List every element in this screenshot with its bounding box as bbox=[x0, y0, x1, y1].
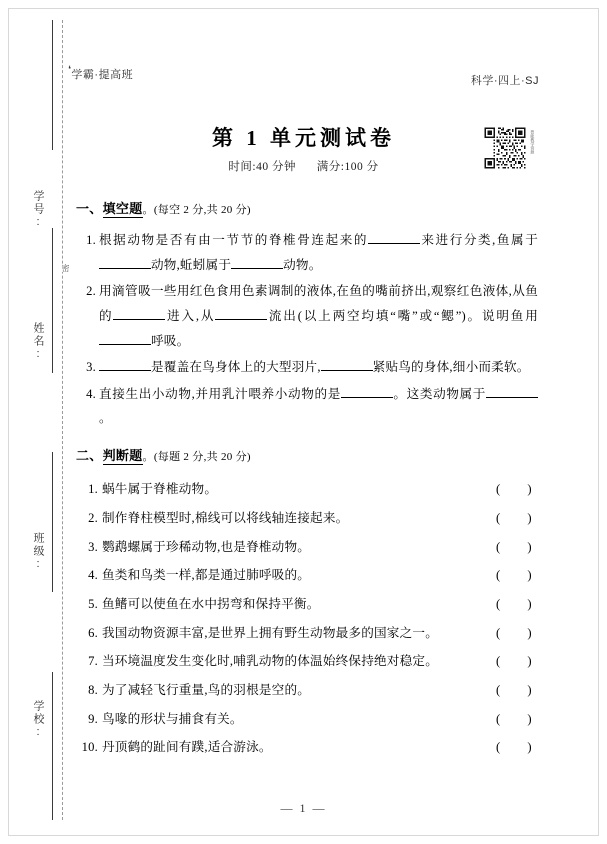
qr-code-side-label: 智能教学资源 bbox=[530, 130, 536, 154]
paper-meta bbox=[0, 158, 607, 174]
section-number: 一、 bbox=[76, 201, 103, 216]
question-item bbox=[76, 228, 538, 277]
section-score-note: 。(每题 2 分,共 20 分) bbox=[142, 450, 251, 463]
question-text: 丹顶鹤的趾间有蹼,适合游泳。 bbox=[102, 740, 272, 755]
question-number: 1. bbox=[86, 233, 96, 248]
question-number: 4. bbox=[86, 386, 96, 401]
question-body bbox=[99, 355, 538, 380]
question-text: 用滴管吸一些用红色食用色素调制的液体,在鱼的嘴前挤出,观察红色液体,从鱼的 bbox=[99, 284, 538, 324]
question-text: 来进行分类,鱼属于 bbox=[420, 233, 538, 248]
seal-solid-segment bbox=[52, 672, 53, 820]
answer-blank[interactable] bbox=[231, 268, 283, 269]
question-text: 。这类动物属于 bbox=[392, 386, 486, 401]
question-text: 紧贴鸟的身体,细小而柔软。 bbox=[372, 360, 530, 375]
section-name: 判断题 bbox=[102, 447, 143, 463]
exam-content bbox=[76, 200, 544, 762]
judgment-item bbox=[76, 619, 544, 648]
seal-label-student-id: 学号: bbox=[32, 190, 44, 230]
exam-duration: 时间:40 分钟 bbox=[228, 161, 296, 173]
judgment-item bbox=[76, 647, 544, 676]
exam-full-score: 满分:100 分 bbox=[316, 161, 379, 173]
answer-parentheses[interactable]: ( ) bbox=[496, 482, 544, 497]
answer-blank[interactable] bbox=[99, 344, 151, 345]
question-text: 蜗牛属于脊椎动物。 bbox=[102, 482, 218, 497]
judgment-item bbox=[76, 475, 544, 504]
answer-blank[interactable] bbox=[113, 319, 165, 320]
question-text: 鸟喙的形状与捕食有关。 bbox=[102, 711, 243, 726]
answer-blank[interactable] bbox=[486, 397, 538, 398]
seal-solid-segment bbox=[52, 452, 53, 592]
answer-blank[interactable] bbox=[99, 370, 151, 371]
page-number: — 1 — bbox=[280, 801, 327, 815]
section-name: 填空题 bbox=[102, 201, 143, 216]
question-number: 2. bbox=[86, 284, 96, 299]
question-text: 是覆盖在鸟身体上的大型羽片, bbox=[151, 360, 321, 375]
question-text: 鱼鳍可以使鱼在水中拐弯和保持平衡。 bbox=[102, 596, 320, 611]
question-number: 2. bbox=[88, 510, 98, 525]
section-fill-in-blank bbox=[76, 200, 538, 431]
question-text: 流出(以上两空均填“嘴”或“鳃”)。说明鱼用 bbox=[267, 309, 538, 324]
question-text: 动物,蚯蚓属于 bbox=[151, 257, 232, 272]
answer-parentheses[interactable]: ( ) bbox=[496, 654, 544, 669]
section-number: 二、 bbox=[76, 447, 103, 463]
answer-blank[interactable] bbox=[215, 319, 267, 320]
question-text: 动物。 bbox=[283, 257, 322, 272]
answer-parentheses[interactable]: ( ) bbox=[496, 568, 544, 583]
question-body bbox=[99, 279, 538, 353]
answer-blank[interactable] bbox=[321, 370, 373, 371]
subject-tag: 科学·四上·SJ bbox=[470, 75, 539, 87]
seal-label-class: 班级: bbox=[32, 532, 44, 572]
question-number: 10. bbox=[81, 740, 98, 755]
judgment-item bbox=[76, 676, 544, 705]
question-text: 我国动物资源丰富,是世界上拥有野生动物最多的国家之一。 bbox=[102, 625, 438, 640]
question-body bbox=[99, 382, 538, 431]
judgment-item bbox=[76, 561, 544, 590]
question-number: 5. bbox=[88, 596, 98, 611]
answer-parentheses[interactable]: ( ) bbox=[496, 625, 544, 640]
question-text: 当环境温度发生变化时,哺乳动物的体温始终保持绝对稳定。 bbox=[102, 654, 438, 669]
question-number: 3. bbox=[86, 360, 96, 375]
answer-parentheses[interactable]: ( ) bbox=[496, 510, 544, 525]
question-item bbox=[76, 382, 538, 431]
section-heading bbox=[76, 447, 538, 465]
page-title: 第 1 单元测试卷 bbox=[212, 126, 395, 150]
question-text: 呼吸。 bbox=[151, 333, 190, 348]
section-heading bbox=[76, 200, 538, 218]
question-text: 进入,从 bbox=[165, 309, 216, 324]
judgment-item bbox=[76, 504, 544, 533]
section-true-false bbox=[76, 447, 544, 762]
answer-parentheses[interactable]: ( ) bbox=[496, 711, 544, 726]
question-item bbox=[76, 279, 538, 353]
question-number: 6. bbox=[88, 625, 98, 640]
brand-label bbox=[68, 66, 133, 82]
answer-blank[interactable] bbox=[341, 397, 393, 398]
answer-blank[interactable] bbox=[368, 243, 420, 244]
question-body bbox=[99, 228, 538, 277]
question-item bbox=[76, 355, 538, 380]
answer-blank[interactable] bbox=[99, 268, 151, 269]
answer-parentheses[interactable]: ( ) bbox=[496, 740, 544, 755]
question-text: 制作脊柱模型时,棉线可以将线轴连接起来。 bbox=[102, 510, 349, 525]
answer-parentheses[interactable]: ( ) bbox=[496, 596, 544, 611]
brand-text: 学霸·提高班 bbox=[71, 69, 134, 81]
answer-parentheses[interactable]: ( ) bbox=[496, 683, 544, 698]
judgment-item bbox=[76, 590, 544, 619]
seal-solid-segment bbox=[52, 228, 53, 373]
judgment-item bbox=[76, 705, 544, 734]
section-score-note: 。(每空 2 分,共 20 分) bbox=[142, 204, 251, 216]
question-text: 鹦鹉螺属于珍稀动物,也是脊椎动物。 bbox=[102, 539, 311, 554]
seal-label-school: 学校: bbox=[32, 700, 44, 740]
question-text: 直接生出小动物,并用乳汁喂养小动物的是 bbox=[99, 386, 341, 401]
seal-label-name: 姓名: bbox=[32, 322, 44, 362]
question-number: 8. bbox=[88, 683, 98, 698]
question-number: 7. bbox=[88, 654, 98, 669]
judgment-item bbox=[76, 533, 544, 562]
question-text: 。 bbox=[99, 411, 112, 426]
question-number: 9. bbox=[88, 711, 98, 726]
question-text: 为了减轻飞行重量,鸟的羽根是空的。 bbox=[102, 683, 311, 698]
question-number: 1. bbox=[88, 482, 98, 497]
question-text: 根据动物是否有由一节节的脊椎骨连起来的 bbox=[99, 233, 369, 248]
brand-logo-icon: ❛ bbox=[68, 64, 72, 74]
judgment-item bbox=[76, 733, 544, 762]
question-number: 4. bbox=[88, 568, 98, 583]
answer-parentheses[interactable]: ( ) bbox=[496, 539, 544, 554]
seal-mark-character: 密 bbox=[56, 264, 69, 272]
question-number: 3. bbox=[88, 539, 98, 554]
question-text: 鱼类和鸟类一样,都是通过肺呼吸的。 bbox=[102, 568, 311, 583]
